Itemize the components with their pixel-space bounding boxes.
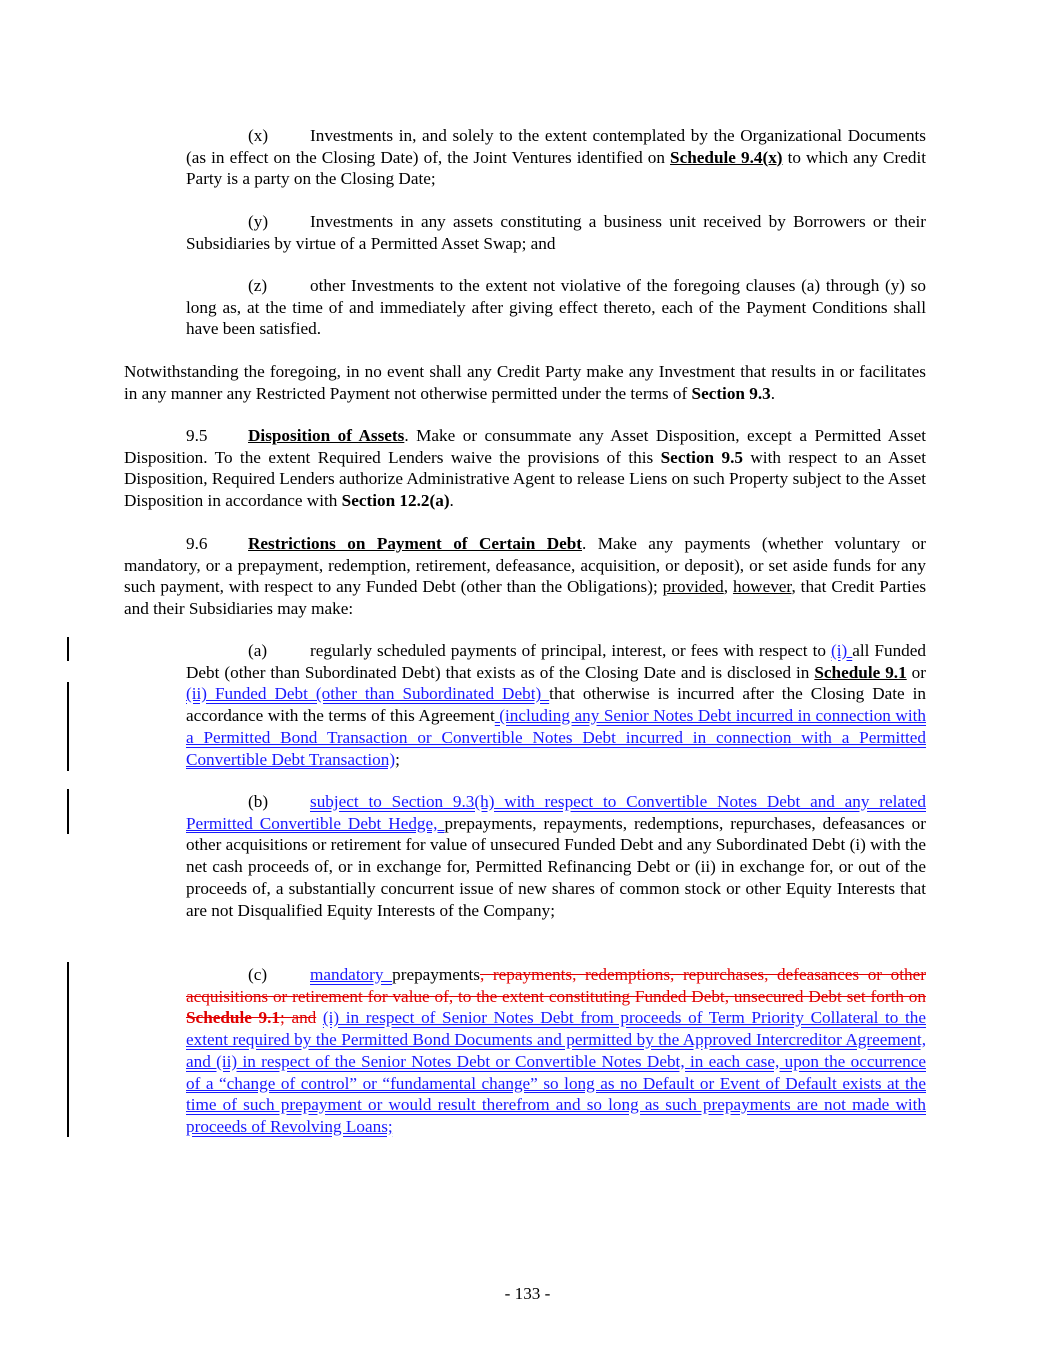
inserted-text: (ii) Funded Debt (other than Subordinated Debt) <box>186 684 550 704</box>
clause-c <box>186 964 926 1138</box>
provided-comma: , <box>723 577 733 597</box>
change-bar <box>67 682 69 771</box>
deleted-text: ; and <box>280 1008 317 1028</box>
clause-a <box>186 640 926 770</box>
section-9-6-text-1: . Make any payments (whether voluntary or mandatory, or a prepayment, redemption, retirement, defeasance, acquisition, or deposit), or set aside funds for any such payment, with respect to any Funded Debt (other than the Obligations); <box>124 534 926 597</box>
inserted-text: subject to Section 9.3(h) with respect to Convertible Notes Debt and any related Permitted Convertible Debt Hedge, <box>186 792 926 833</box>
inserted-text: mandatory <box>310 965 393 984</box>
clause-a-text-4: that otherwise is incurred after the Closing Date in accordance with the terms of this Agreement <box>186 684 927 726</box>
section-9-6-heading: Restrictions on Payment of Certain Debt <box>248 534 583 553</box>
section-9-5 <box>124 425 926 512</box>
notwithstanding-paragraph <box>124 361 926 404</box>
clause-a-label: (a) <box>248 641 268 660</box>
section-9-6 <box>124 533 926 620</box>
schedule-9-4x-ref: Schedule 9.4(x) <box>670 147 783 167</box>
section-9-3-ref: Section 9.3 <box>691 383 771 403</box>
clause-x-text-1: Investments in, and solely to the extent contemplated by the Organizational Documents (as in effect on the Closing Date) of, the Joint Ventures identified on <box>186 126 926 167</box>
section-12-2a-ref: Section 12.2(a) <box>341 491 450 511</box>
section-9-5-heading: Disposition of Assets <box>248 426 405 445</box>
change-bar <box>67 637 69 661</box>
inserted-text: (i) <box>830 641 853 660</box>
section-9-6-text-2: , that Credit Parties and their Subsidiaries may make: <box>124 577 927 619</box>
deleted-text: , repayments, redemptions, repurchases, defeasances or other acquisitions or retirement for value of, to the extent constituting Funded Debt, unsecured Debt set forth on <box>186 965 926 1006</box>
clause-z-text: other Investments to the extent not violative of the foregoing clauses (a) through (y) so long as, at the time of and immediately after giving effect thereto, each of the Payment Conditions shall have been satisfied. <box>186 276 926 339</box>
inserted-text: (i) in respect of Senior Notes Debt from proceeds of Term Priority Collateral to the extent required by the Permitted Bond Documents and permitted by the Approved Intercreditor Agreement, and (ii) in respect of the Senior Notes Debt or Convertible Notes Debt, in each case, upon the occurrence of a “change of control” or “fundamental change” so long as no Default or Event of Default exists at the time of such prepayment or would result therefrom and so long as such prepayments are not made with proceeds of Revolving Loans; <box>186 1008 926 1136</box>
clause-c-label: (c) <box>248 965 268 984</box>
clause-x <box>186 125 926 190</box>
change-bar <box>67 962 69 1137</box>
section-9-5-text-3: . <box>449 491 454 511</box>
notwithstanding-end: . <box>770 383 776 403</box>
clause-a-text-5: ; <box>395 749 400 769</box>
page-number: - 133 - <box>504 1284 551 1303</box>
section-9-5-ref: Section 9.5 <box>660 447 743 467</box>
section-9-5-number: 9.5 <box>186 426 208 445</box>
section-9-5-text-1: . Make or consummate any Asset Disposition, except a Permitted Asset Disposition. To the extent Required Lenders waive the provisions of this <box>124 426 927 467</box>
clause-y-text: Investments in any assets constituting a business unit received by Borrowers or their Subsidiaries by virtue of a Permitted Asset Swap; and <box>186 212 926 253</box>
clause-z-label: (z) <box>248 276 268 295</box>
inserted-text: (including any Senior Notes Debt incurred in connection with a Permitted Bond Transaction or Convertible Notes Debt incurred in connection with a Permitted Convertible Debt Transaction) <box>186 706 926 769</box>
clause-y <box>186 211 926 254</box>
however-term: however <box>732 577 792 597</box>
clause-b-label: (b) <box>248 792 269 811</box>
section-9-5-text-2: with respect to an Asset Disposition, Required Lenders authorize Administrative Agent to release Liens on such Property subject to the Asset Disposition in accordance with <box>124 447 927 511</box>
clause-a-text-1: regularly scheduled payments of principal, interest, or fees with respect to <box>310 641 831 660</box>
notwithstanding-text: Notwithstanding the foregoing, in no event shall any Credit Party make any Investment that results in or facilitates in any manner any Restricted Payment not otherwise permitted under the terms of <box>124 362 926 403</box>
clause-x-text-2: to which any Credit Party is a party on the Closing Date; <box>186 147 927 189</box>
clause-b-text: prepayments, repayments, redemptions, repurchases, defeasances or other acquisitions or retirement for value of unsecured Funded Debt and any Subordinated Debt (i) with the net cash proceeds of, or in exchange for, Permitted Refinancing Debt or (ii) in exchange for, or out of the proceeds of, a substantially concurrent issue of new shares of common stock or other Equity Interests that are not Disqualified Equity Interests of the Company; <box>186 813 926 920</box>
provided-term: provided <box>662 577 724 597</box>
clause-a-text-2: all Funded Debt (other than Subordinated Debt) that exists as of the Closing Date and is disclosed in <box>186 641 926 682</box>
section-9-6-number: 9.6 <box>186 534 208 553</box>
change-bar <box>67 789 69 834</box>
clause-z <box>186 275 926 340</box>
clause-x-label: (x) <box>248 126 269 145</box>
clause-b <box>186 791 926 921</box>
deleted-schedule-ref: Schedule 9.1 <box>186 1008 281 1028</box>
clause-y-label: (y) <box>248 212 269 231</box>
clause-c-space <box>316 1008 323 1027</box>
schedule-9-1-ref: Schedule 9.1 <box>814 662 907 682</box>
clause-c-text-1: prepayments <box>392 965 480 984</box>
clause-a-text-3: or <box>906 662 926 682</box>
